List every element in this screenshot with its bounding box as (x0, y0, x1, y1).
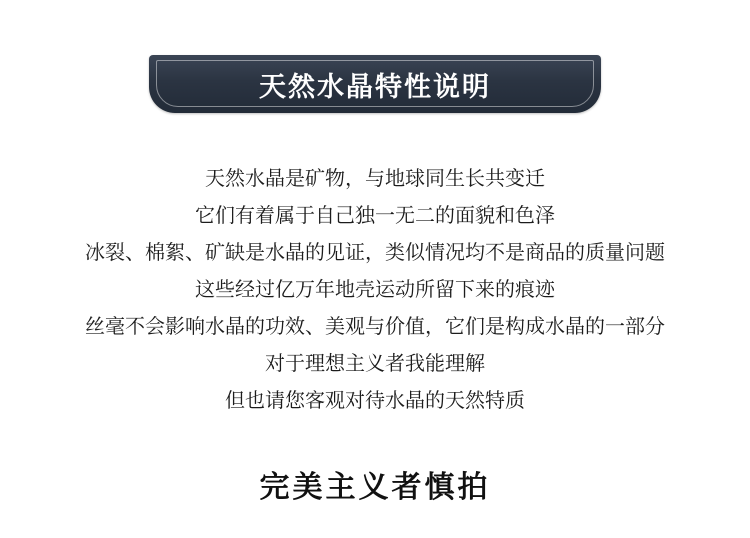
description-line: 对于理想主义者我能理解 (265, 351, 485, 375)
closing-block (0, 462, 750, 506)
description-line: 冰裂、棉絮、矿缺是水晶的见证，类似情况均不是商品的质量问题 (85, 240, 665, 264)
description-line: 但也请您客观对待水晶的天然特质 (225, 388, 525, 412)
closing-statement: 完美主义者慎拍 (259, 470, 491, 505)
description-line: 丝毫不会影响水晶的功效、美观与价值，它们是构成水晶的一部分 (85, 314, 665, 338)
description-line: 天然水晶是矿物，与地球同生长共变迁 (205, 166, 545, 190)
title-banner (149, 55, 601, 113)
description-line: 它们有着属于自己独一无二的面貌和色泽 (195, 203, 555, 227)
description-block (0, 160, 750, 419)
banner-title: 天然水晶特性说明 (259, 71, 491, 103)
description-line: 这些经过亿万年地壳运动所留下来的痕迹 (195, 277, 555, 301)
banner-container (0, 55, 750, 113)
